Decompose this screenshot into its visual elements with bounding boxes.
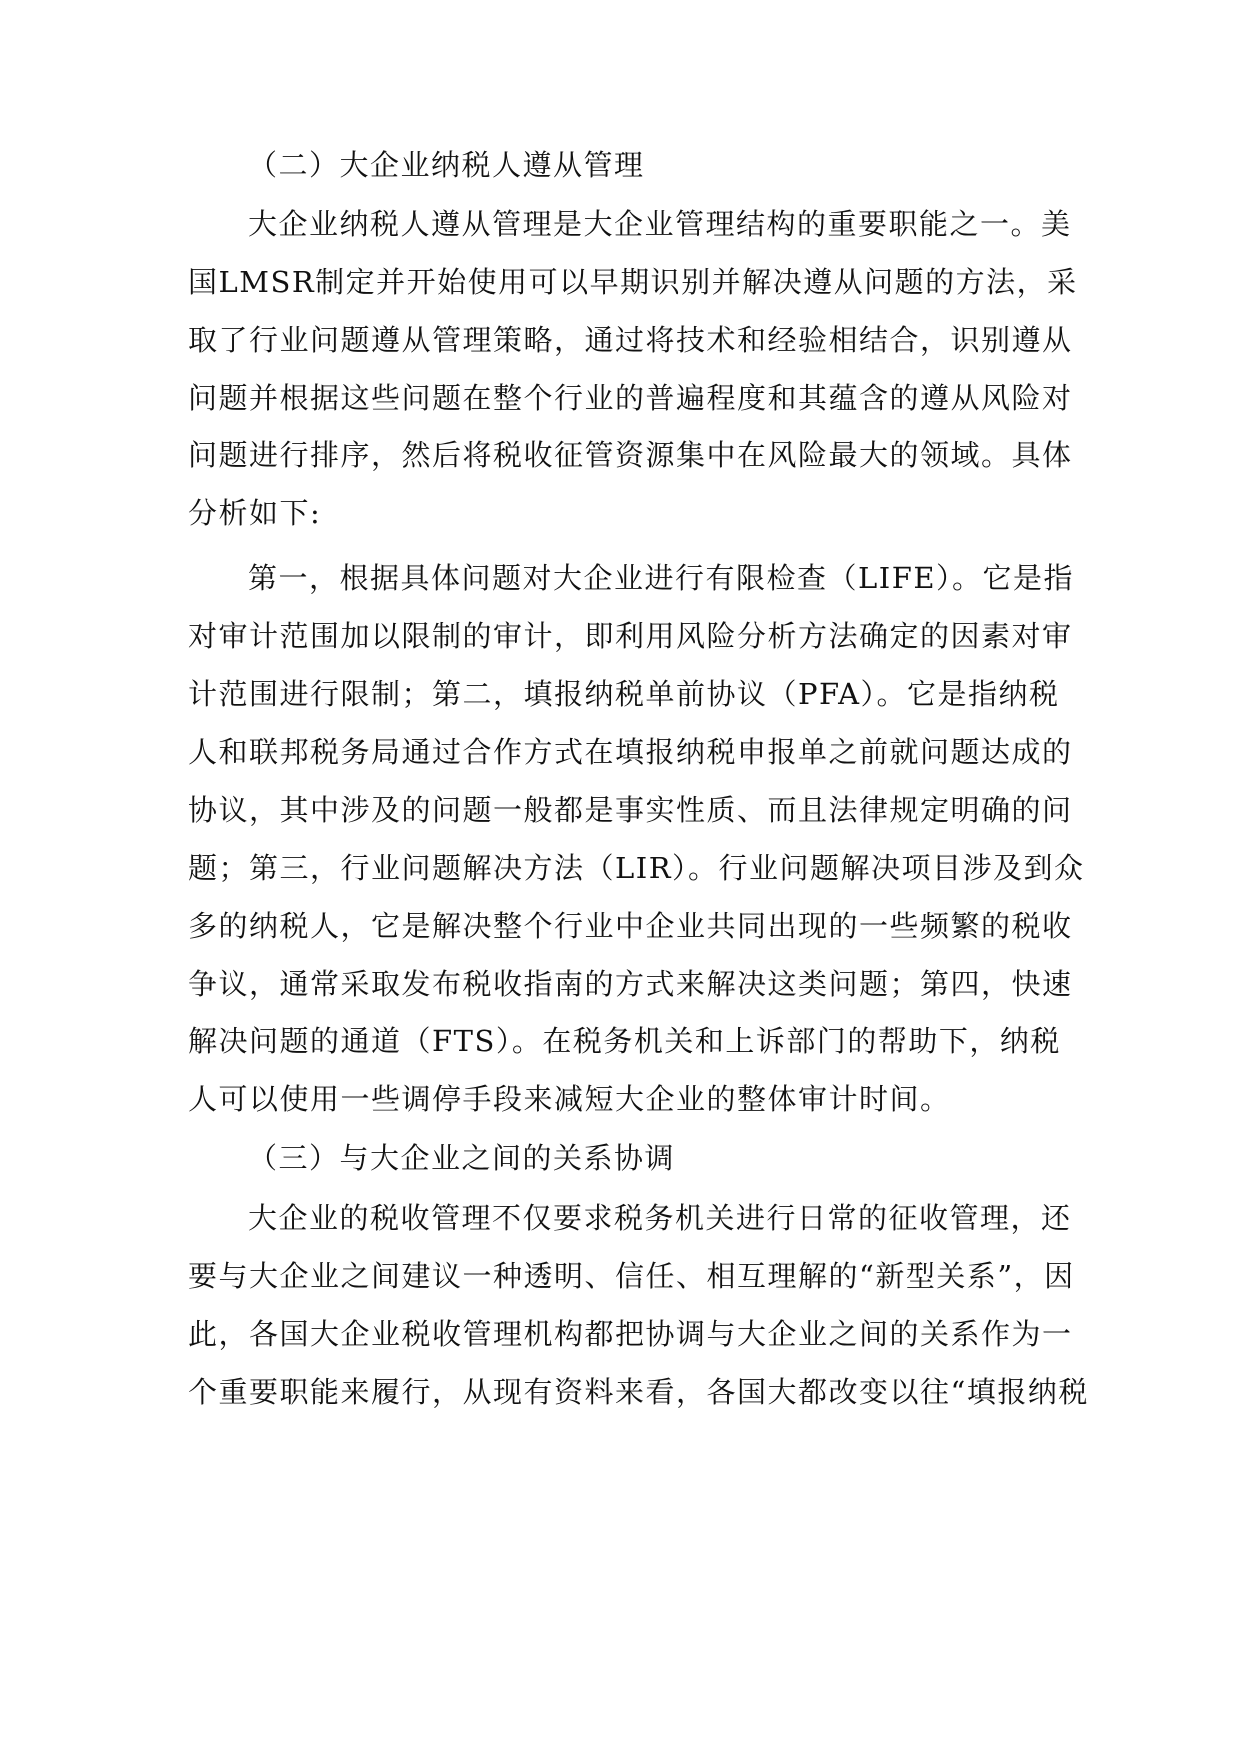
paragraph-line: 要与大企业之间建议一种透明、信任、相互理解的“新型关系”，因 (188, 1259, 1075, 1293)
paragraph-line: 大企业纳税人遵从管理是大企业管理结构的重要职能之一。美 (248, 207, 1072, 241)
section-heading-2: （二）大企业纳税人遵从管理 (248, 148, 645, 182)
paragraph-line: 题；第三，行业问题解决方法（LIR）。行业问题解决项目涉及到众 (188, 851, 1085, 885)
paragraph-line: 问题进行排序，然后将税收征管资源集中在风险最大的领域。具体 (188, 438, 1073, 472)
section-heading-3: （三）与大企业之间的关系协调 (248, 1141, 676, 1175)
paragraph-line: 争议，通常采取发布税收指南的方式来解决这类问题；第四，快速 (188, 967, 1073, 1001)
paragraph-line: 分析如下: (188, 496, 322, 530)
paragraph-line: 国LMSR制定并开始使用可以早期识别并解决遵从问题的方法，采 (188, 265, 1078, 299)
paragraph-line: 多的纳税人，它是解决整个行业中企业共同出现的一些频繁的税收 (188, 909, 1073, 943)
paragraph-line: 个重要职能来履行，从现有资料来看，各国大都改变以往“填报纳税 (188, 1375, 1089, 1409)
paragraph-line: 问题并根据这些问题在整个行业的普遍程度和其蕴含的遵从风险对 (188, 381, 1073, 415)
paragraph-line: 取了行业问题遵从管理策略，通过将技术和经验相结合，识别遵从 (188, 323, 1073, 357)
paragraph-line: 人可以使用一些调停手段来减短大企业的整体审计时间。 (188, 1082, 951, 1116)
paragraph-line: 人和联邦税务局通过合作方式在填报纳税申报单之前就问题达成的 (188, 735, 1073, 769)
paragraph-line: 协议，其中涉及的问题一般都是事实性质、而且法律规定明确的问 (188, 793, 1073, 827)
paragraph-line: 此，各国大企业税收管理机构都把协调与大企业之间的关系作为一 (188, 1317, 1073, 1351)
paragraph-line: 计范围进行限制；第二，填报纳税单前协议（PFA）。它是指纳税 (188, 677, 1060, 711)
paragraph-line: 解决问题的通道（FTS）。在税务机关和上诉部门的帮助下，纳税 (188, 1024, 1061, 1058)
paragraph-line: 第一，根据具体问题对大企业进行有限检查（LIFE）。它是指 (248, 561, 1075, 595)
paragraph-line: 大企业的税收管理不仅要求税务机关进行日常的征收管理，还 (248, 1201, 1072, 1235)
paragraph-line: 对审计范围加以限制的审计，即利用风险分析方法确定的因素对审 (188, 619, 1073, 653)
